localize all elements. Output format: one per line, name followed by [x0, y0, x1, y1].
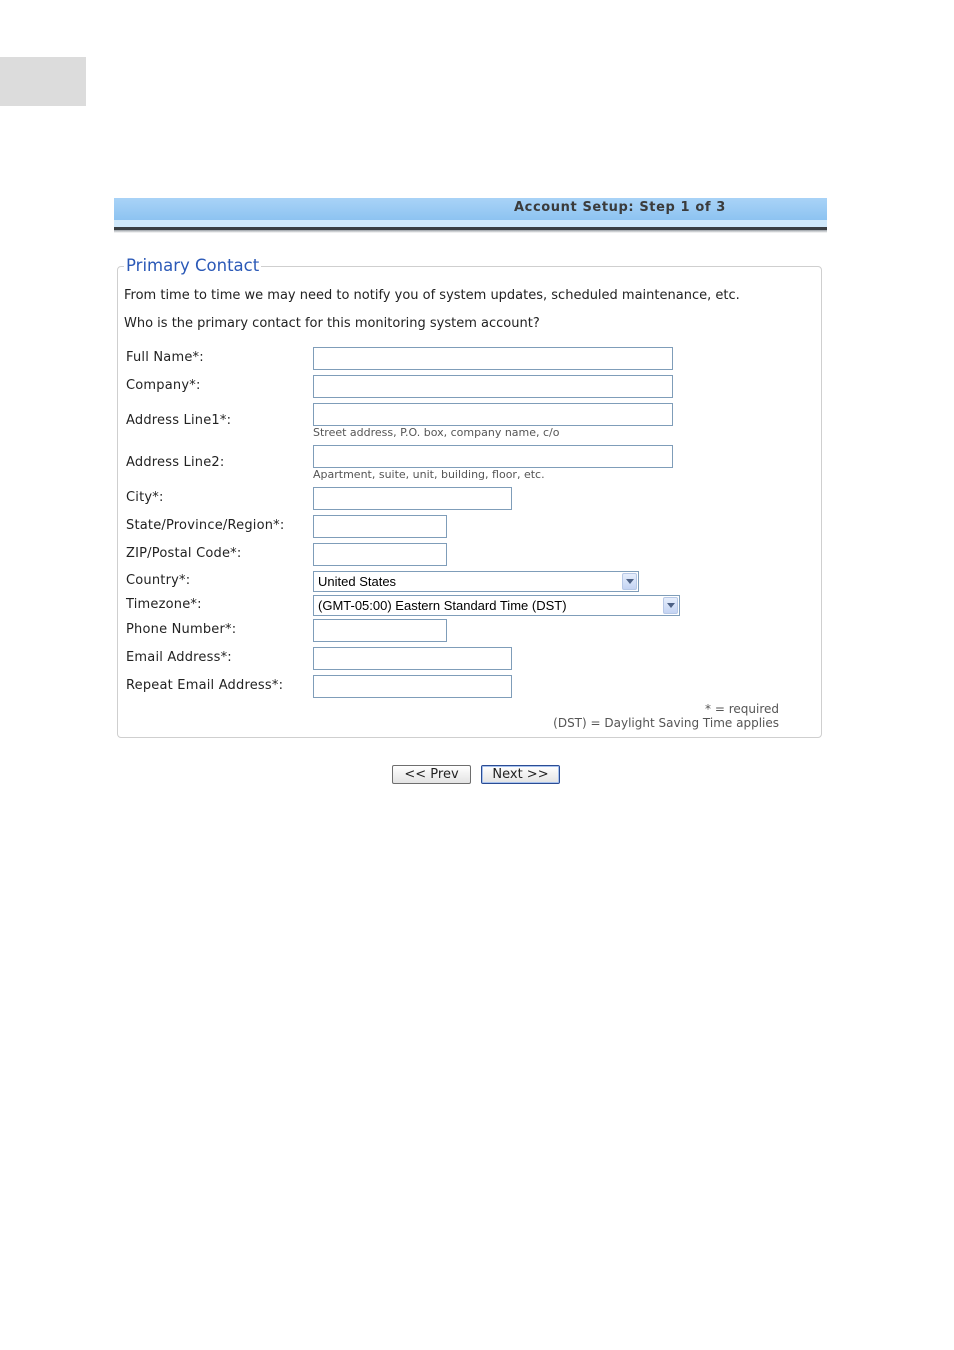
- next-button[interactable]: Next >>: [481, 765, 560, 784]
- dst-note: (DST) = Daylight Saving Time applies: [553, 716, 779, 730]
- email-label: Email Address*:: [126, 650, 232, 665]
- phone-label: Phone Number*:: [126, 622, 237, 637]
- address-line1-hint: Street address, P.O. box, company name, c/o: [313, 426, 560, 439]
- phone-input[interactable]: [313, 619, 447, 642]
- city-label: City*:: [126, 490, 164, 505]
- address-line1-label: Address Line1*:: [126, 413, 232, 428]
- full-name-input[interactable]: [313, 347, 673, 370]
- corner-tab: [0, 57, 86, 106]
- step-header-bar: [114, 198, 827, 236]
- full-name-label: Full Name*:: [126, 350, 204, 365]
- address-line2-input[interactable]: [313, 445, 673, 468]
- timezone-select[interactable]: [313, 595, 680, 616]
- header-band-shadow: [114, 230, 827, 233]
- company-label: Company*:: [126, 378, 201, 393]
- question-text: Who is the primary contact for this monitoring system account?: [124, 316, 540, 331]
- timezone-selected-value: (GMT-05:00) Eastern Standard Time (DST): [318, 598, 567, 613]
- email-input[interactable]: [313, 647, 512, 670]
- prev-button[interactable]: << Prev: [392, 765, 471, 784]
- repeat-email-input[interactable]: [313, 675, 512, 698]
- timezone-label: Timezone*:: [126, 597, 202, 612]
- zip-label: ZIP/Postal Code*:: [126, 546, 242, 561]
- address-line2-hint: Apartment, suite, unit, building, floor, etc.: [313, 468, 545, 481]
- chevron-down-icon[interactable]: [663, 597, 678, 614]
- zip-input[interactable]: [313, 543, 447, 566]
- step-title: Account Setup: Step 1 of 3: [514, 200, 726, 215]
- required-note: * = required: [705, 702, 779, 716]
- header-band-mid: [114, 220, 827, 227]
- country-selected-value: United States: [318, 574, 397, 589]
- intro-text: From time to time we may need to notify you of system updates, scheduled maintenance, etc.: [124, 288, 740, 303]
- repeat-email-label: Repeat Email Address*:: [126, 678, 284, 693]
- address-line1-input[interactable]: [313, 403, 673, 426]
- state-input[interactable]: [313, 515, 447, 538]
- state-label: State/Province/Region*:: [126, 518, 285, 533]
- country-select[interactable]: [313, 571, 639, 592]
- section-legend: Primary Contact: [126, 256, 260, 275]
- company-input[interactable]: [313, 375, 673, 398]
- city-input[interactable]: [313, 487, 512, 510]
- address-line2-label: Address Line2:: [126, 455, 225, 470]
- country-label: Country*:: [126, 573, 191, 588]
- chevron-down-icon[interactable]: [622, 573, 637, 590]
